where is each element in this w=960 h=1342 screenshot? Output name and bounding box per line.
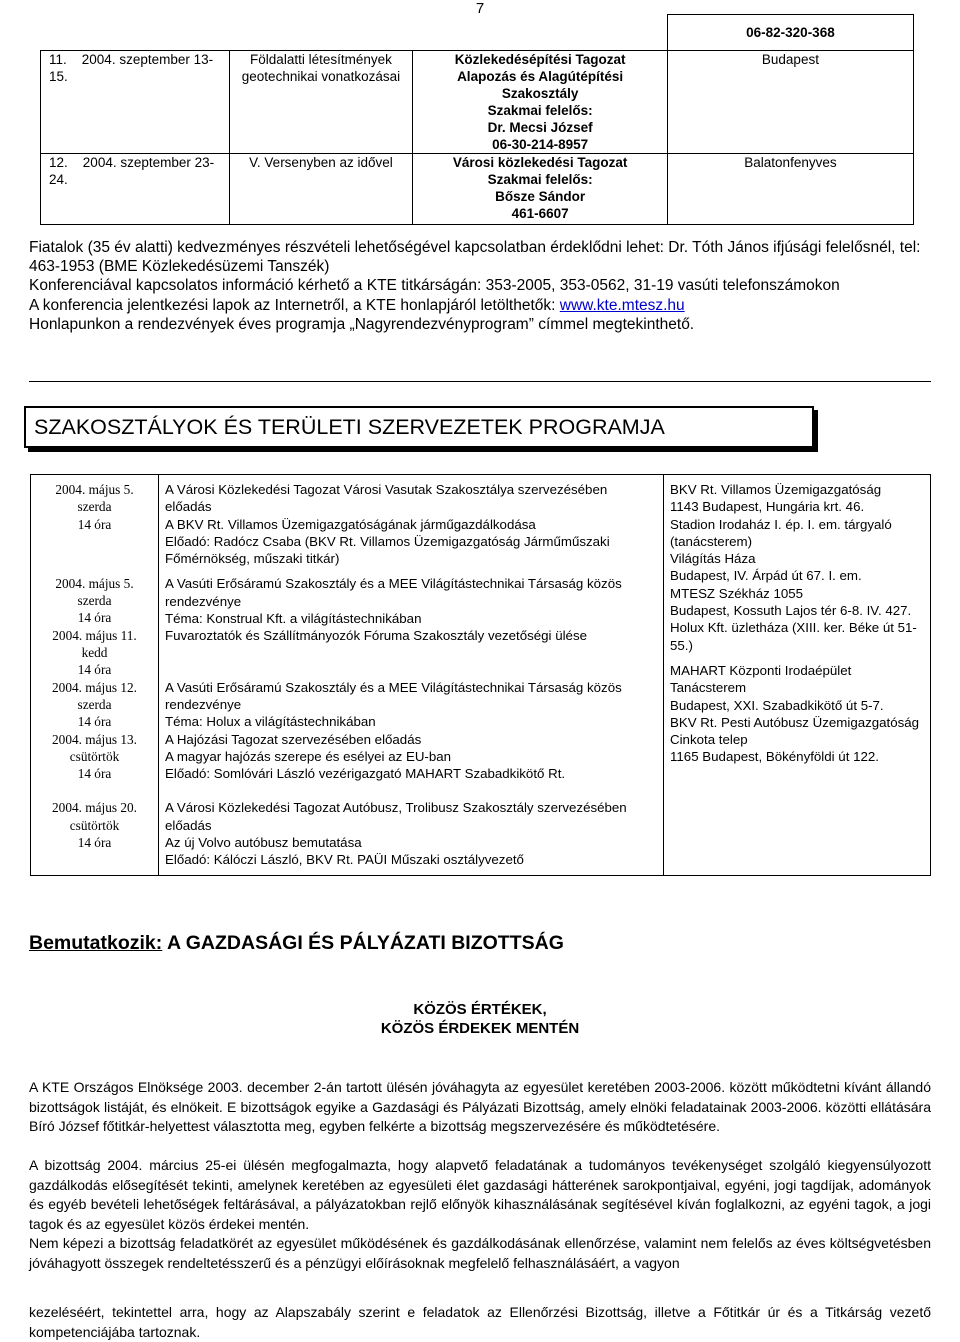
body-paragraph: A bizottság 2004. március 25-ei ülésén megfogalmazta, hogy alapvető feladatának a tudományos tevékenységet szolgáló kiegyensúlyozott gazdálkodás elősegítését tekinti, amelynek keretében az egyesületi élet gazdasági hátterének sarokpontjaival, egyéni, jogi tagdíjak, adományok és egyéb bevételi lehetőségek feltárásával, a pályázatokban rejlő előnyök kihasználásának segítésével kíván foglalkozni, az egyéni tagok, a jogi tagok és az egyesület közös érdekei mentén. [29, 1157, 931, 1232]
contact-phone: 06-82-320-368 [667, 15, 913, 51]
website-link[interactable]: www.kte.mtesz.hu [559, 296, 685, 314]
event-title: V. Versenyben az idővel [229, 154, 413, 225]
secretariat-info: Konferenciával kapcsolatos információ kérhető a KTE titkárságán: 353-2005, 353-0562, 31-19 vasúti telefonszámokon [29, 277, 840, 295]
youth-info: Fiatalok (35 év alatti) kedvezményes részvételi lehetőségével kapcsolatban érdeklődni lehet: Dr. Tóth János ifjúsági felelősnél, tel: 463-1953 (BME Közlekedésüzemi Tanszék) [29, 239, 921, 276]
body-paragraph: Nem képezi a bizottság feladatkörét az egyesület működésének és gazdálkodásának ellenőrzése, valamint nem felelős az éves költségvetésben jóváhagyott összegek rendeltetésszerű és a pénzügyi előírásoknak megfelelő felhasználásáért, a vagyon [29, 1235, 931, 1271]
event-date: 11. 2004. szeptember 13-15. [41, 51, 230, 154]
program-location: BKV Rt. Villamos Üzemigazgatóság 1143 Budapest, Hungária krt. 46. Stadion Irodaház I. ép. I. em. tárgyaló (tanácsterem) Világítás Háza Budapest, IV. Árpád út 67. I. em. MTESZ Székház 1055 Budapest, Kossuth Lajos tér 6-8. IV. 427. Holux Kft. üzletháza (XIII. ker. Béke út 51-55.) MAHART Központi Irodaépület Tanácsterem Budapest, XXI. Szabadkikötő út 5-7. BKV Rt. Pesti Autóbusz Üzemigazgatóság Cinkota telep 1165 Budapest, Bökényföldi út 122. [664, 475, 931, 876]
table-row [41, 154, 931, 225]
event-organizer: Városi közlekedési Tagozat Szakmai felelős: Bősze Sándor 461-6607 [413, 154, 668, 225]
page-number: 7 [475, 0, 485, 17]
event-place: Balatonfenyves [667, 154, 913, 225]
subtitle: KÖZÖS ÉRTÉKEK, KÖZÖS ÉRDEKEK MENTÉN [380, 1001, 580, 1037]
section-title: Bemutatkozik: A GAZDASÁGI ÉS PÁLYÁZATI BIZOTTSÁG [29, 932, 564, 954]
registration-info: A konferencia jelentkezési lapok az Internetről, a KTE honlapjáról letölthetők: www.kte.mtesz.hu [29, 296, 685, 314]
table-row [41, 15, 931, 51]
program-date: 2004. május 5. szerda 14 óra 2004. május 5. szerda 14 óra 2004. május 11. kedd 14 óra 2004. május 12. szerda 14 óra 2004. május 13. csütörtök 14 óra 2004. május 20. csütörtök 14 óra [31, 475, 159, 876]
table-row [31, 475, 931, 876]
event-date: 12. 2004. szeptember 23-24. [41, 154, 230, 225]
event-organizer: Közlekedésépítési Tagozat Alapozás és Alagútépítési Szakosztály Szakmai felelős: Dr. Mecsi József 06-30-214-8957 [413, 51, 668, 154]
body-paragraph: kezeléséért, tekintettel arra, hogy az Alapszabály szerint e feladatok az Ellenőrzési Bizottság, illetve a Főtitkár úr és a Titkárság vezető kompetenciájába tartoznak. [29, 1304, 931, 1340]
event-table [40, 14, 931, 225]
table-row [41, 51, 931, 154]
program-table [30, 474, 931, 876]
divider [29, 381, 931, 382]
program-info: Honlapunkon a rendezvények éves programja „Nagyrendezvényprogram” címmel megtekinthető. [29, 315, 695, 333]
program-description: A Városi Közlekedési Tagozat Városi Vasutak Szakosztálya szervezésében előadás A BKV Rt. Villamos Üzemigazgatóságának járműgazdálkodása Előadó: Radócz Csaba (BKV Rt. Villamos Üzemigazgatóság Járműműszaki Főmérnökség, műszaki titkár) A Vasúti Erősáramú Szakosztály és a MEE Világítástechnikai Társaság közös rendezvénye Téma: Konstrual Kft. a világítástechnikában Fuvaroztatók és Szállítmányozók Fóruma Szakosztály vezetőségi ülése A Vasúti Erősáramú Szakosztály és a MEE Világítástechnikai Társaság közös rendezvénye Téma: Holux a világítástechnikában A Hajózási Tagozat szervezésében előadás A magyar hajózás szerepe és esélyei az EU-ban Előadó: Somlóvári László vezérigazgató MAHART Szabadkikötő Rt. A Városi Közlekedési Tagozat Autóbusz, Trolibusz Szakosztály szervezésében előadás Az új Volvo autóbusz bemutatása Előadó: Kálóczi László, BKV Rt. PAÜI Műszaki osztályvezető [159, 475, 664, 876]
event-title: Földalatti létesítmények geotechnikai vonatkozásai [229, 51, 413, 154]
event-place: Budapest [667, 51, 913, 154]
section-heading: SZAKOSZTÁLYOK ÉS TERÜLETI SZERVEZETEK PROGRAMJA [24, 406, 814, 448]
body-paragraph: A KTE Országos Elnöksége 2003. december 2-án tartott ülésén jóváhagyta az egyesület keretében 2003-2006. között működtetni kívánt állandó bizottságok listáját, és elnökeit. E bizottságok egyike a Gazdasági és Pályázati Bizottság, amely elnöki feladatainak 2003-2006. közötti ellátására Bíró József főtitkár-helyettest választotta meg, egyben felkérte a bizottság megszervezésére és működtetésére. [29, 1079, 931, 1134]
info-paragraph [29, 238, 931, 334]
